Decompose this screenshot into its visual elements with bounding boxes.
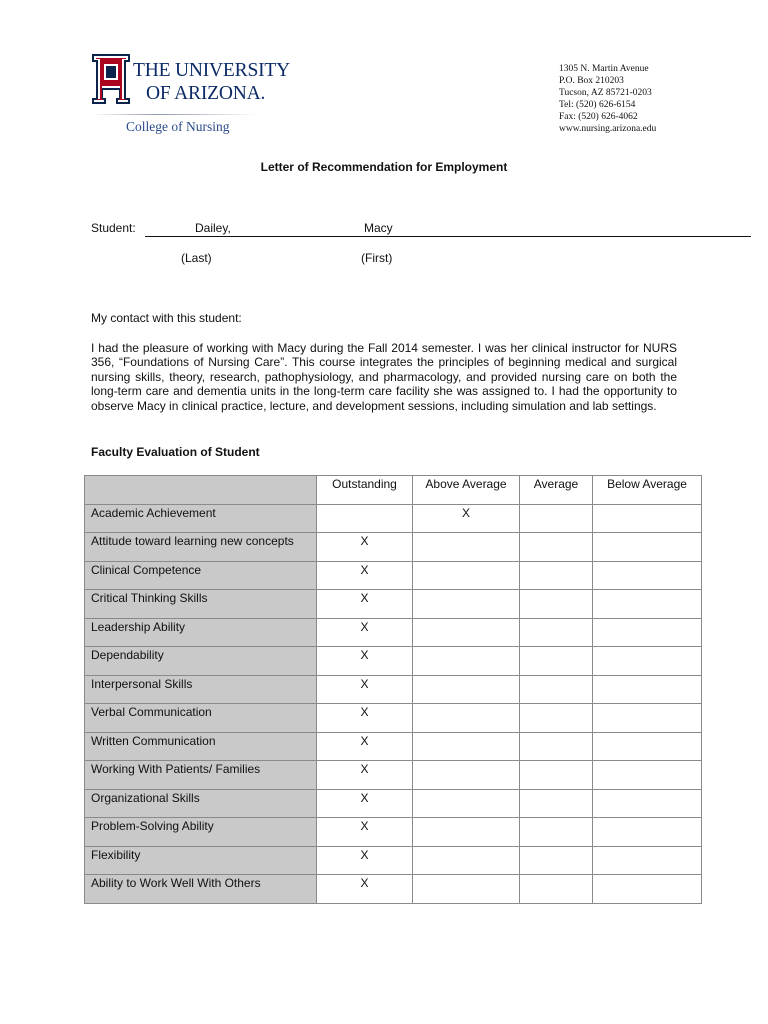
rating-cell: X [317,618,413,647]
rating-cell: X [413,504,520,533]
rating-cell [593,875,702,904]
criterion-cell: Academic Achievement [85,504,317,533]
criterion-cell: Written Communication [85,732,317,761]
table-row [85,875,702,904]
rating-cell: X [317,789,413,818]
last-name-caption: (Last) [181,251,212,265]
column-header: Above Average [413,476,520,505]
block-a-logo-icon [92,54,130,104]
rating-cell: X [317,875,413,904]
logo-line-arizona: OF ARIZONA. [146,83,266,104]
address-street: 1305 N. Martin Avenue [559,64,649,74]
criterion-cell: Working With Patients/ Families [85,761,317,790]
contact-heading: My contact with this student: [91,311,242,325]
table-row [85,590,702,619]
rating-cell: X [317,675,413,704]
rating-cell [413,875,520,904]
table-row [85,761,702,790]
student-first-name: Macy [364,221,393,235]
address-city: Tucson, AZ 85721-0203 [559,88,652,98]
header-criterion-cell [85,476,317,505]
table-row [85,675,702,704]
rating-cell [520,590,593,619]
rating-cell [317,504,413,533]
rating-cell: X [317,818,413,847]
rating-cell [593,818,702,847]
college-address-block [559,63,656,135]
rating-cell [413,818,520,847]
rating-cell: X [317,533,413,562]
student-last-name: Dailey, [195,221,231,235]
rating-cell [593,675,702,704]
table-row [85,504,702,533]
rating-cell [413,789,520,818]
rating-cell [520,875,593,904]
rating-cell [520,789,593,818]
rating-cell: X [317,590,413,619]
rating-cell [520,846,593,875]
address-website: www.nursing.arizona.edu [559,124,657,134]
rating-cell [593,561,702,590]
rating-cell: X [317,704,413,733]
criterion-cell: Flexibility [85,846,317,875]
table-row [85,818,702,847]
rating-cell [520,732,593,761]
table-row [85,533,702,562]
criterion-cell: Organizational Skills [85,789,317,818]
evaluation-table [84,475,702,904]
rating-cell: X [317,761,413,790]
rating-cell [413,675,520,704]
rating-cell [520,618,593,647]
rating-cell [593,761,702,790]
column-header: Below Average [593,476,702,505]
student-name-underline [145,236,751,237]
rating-cell [520,675,593,704]
address-phone: Tel: (520) 626-6154 [559,100,636,110]
rating-cell [520,533,593,562]
logo-college-name: College of Nursing [126,119,230,134]
rating-cell [593,789,702,818]
rating-cell [593,704,702,733]
address-po-box: P.O. Box 210203 [559,76,624,86]
table-row [85,561,702,590]
university-logo [92,54,290,140]
criterion-cell: Interpersonal Skills [85,675,317,704]
rating-cell [413,732,520,761]
rating-cell [413,590,520,619]
criterion-cell: Verbal Communication [85,704,317,733]
rating-cell [413,618,520,647]
rating-cell [413,761,520,790]
rating-cell [413,533,520,562]
criterion-cell: Leadership Ability [85,618,317,647]
column-header: Outstanding [317,476,413,505]
evaluation-heading: Faculty Evaluation of Student [91,445,260,459]
rating-cell [593,846,702,875]
contact-paragraph: I had the pleasure of working with Macy during the Fall 2014 semester. I was her clinical instructor for NURS 356, “Foundations of Nursing Care”. This course integrates the principles of beginning medical and surgical nursing skills, theory, research, pathophysiology, and pharmacology, and provided nursing care on both the long-term care and dementia units in the long-term care facility she was assigned to. I had the opportunity to observe Macy in clinical practice, lecture, and development sessions, including simulation and lab settings. [91,341,677,413]
rating-cell [593,504,702,533]
criterion-cell: Attitude toward learning new concepts [85,533,317,562]
rating-cell [520,704,593,733]
student-label: Student: [91,221,136,235]
criterion-cell: Ability to Work Well With Others [85,875,317,904]
column-header: Average [520,476,593,505]
logo-divider [92,114,256,115]
first-name-caption: (First) [361,251,393,265]
criterion-cell: Dependability [85,647,317,676]
rating-cell [520,504,593,533]
table-row [85,789,702,818]
table-row [85,618,702,647]
logo-line-university: THE UNIVERSITY [133,60,290,81]
rating-cell [593,590,702,619]
rating-cell [520,561,593,590]
rating-cell [520,761,593,790]
address-fax: Fax: (520) 626-4062 [559,112,638,122]
rating-cell [413,846,520,875]
rating-cell [413,704,520,733]
table-row [85,647,702,676]
evaluation-header-row [85,476,702,505]
rating-cell [593,533,702,562]
rating-cell [593,732,702,761]
rating-cell: X [317,647,413,676]
rating-cell: X [317,732,413,761]
criterion-cell: Problem-Solving Ability [85,818,317,847]
rating-cell: X [317,846,413,875]
rating-cell: X [317,561,413,590]
document-title: Letter of Recommendation for Employment [260,160,508,174]
rating-cell [520,647,593,676]
rating-cell [413,647,520,676]
rating-cell [413,561,520,590]
rating-cell [520,818,593,847]
criterion-cell: Clinical Competence [85,561,317,590]
rating-cell [593,647,702,676]
table-row [85,732,702,761]
rating-cell [593,618,702,647]
table-row [85,704,702,733]
criterion-cell: Critical Thinking Skills [85,590,317,619]
table-row [85,846,702,875]
